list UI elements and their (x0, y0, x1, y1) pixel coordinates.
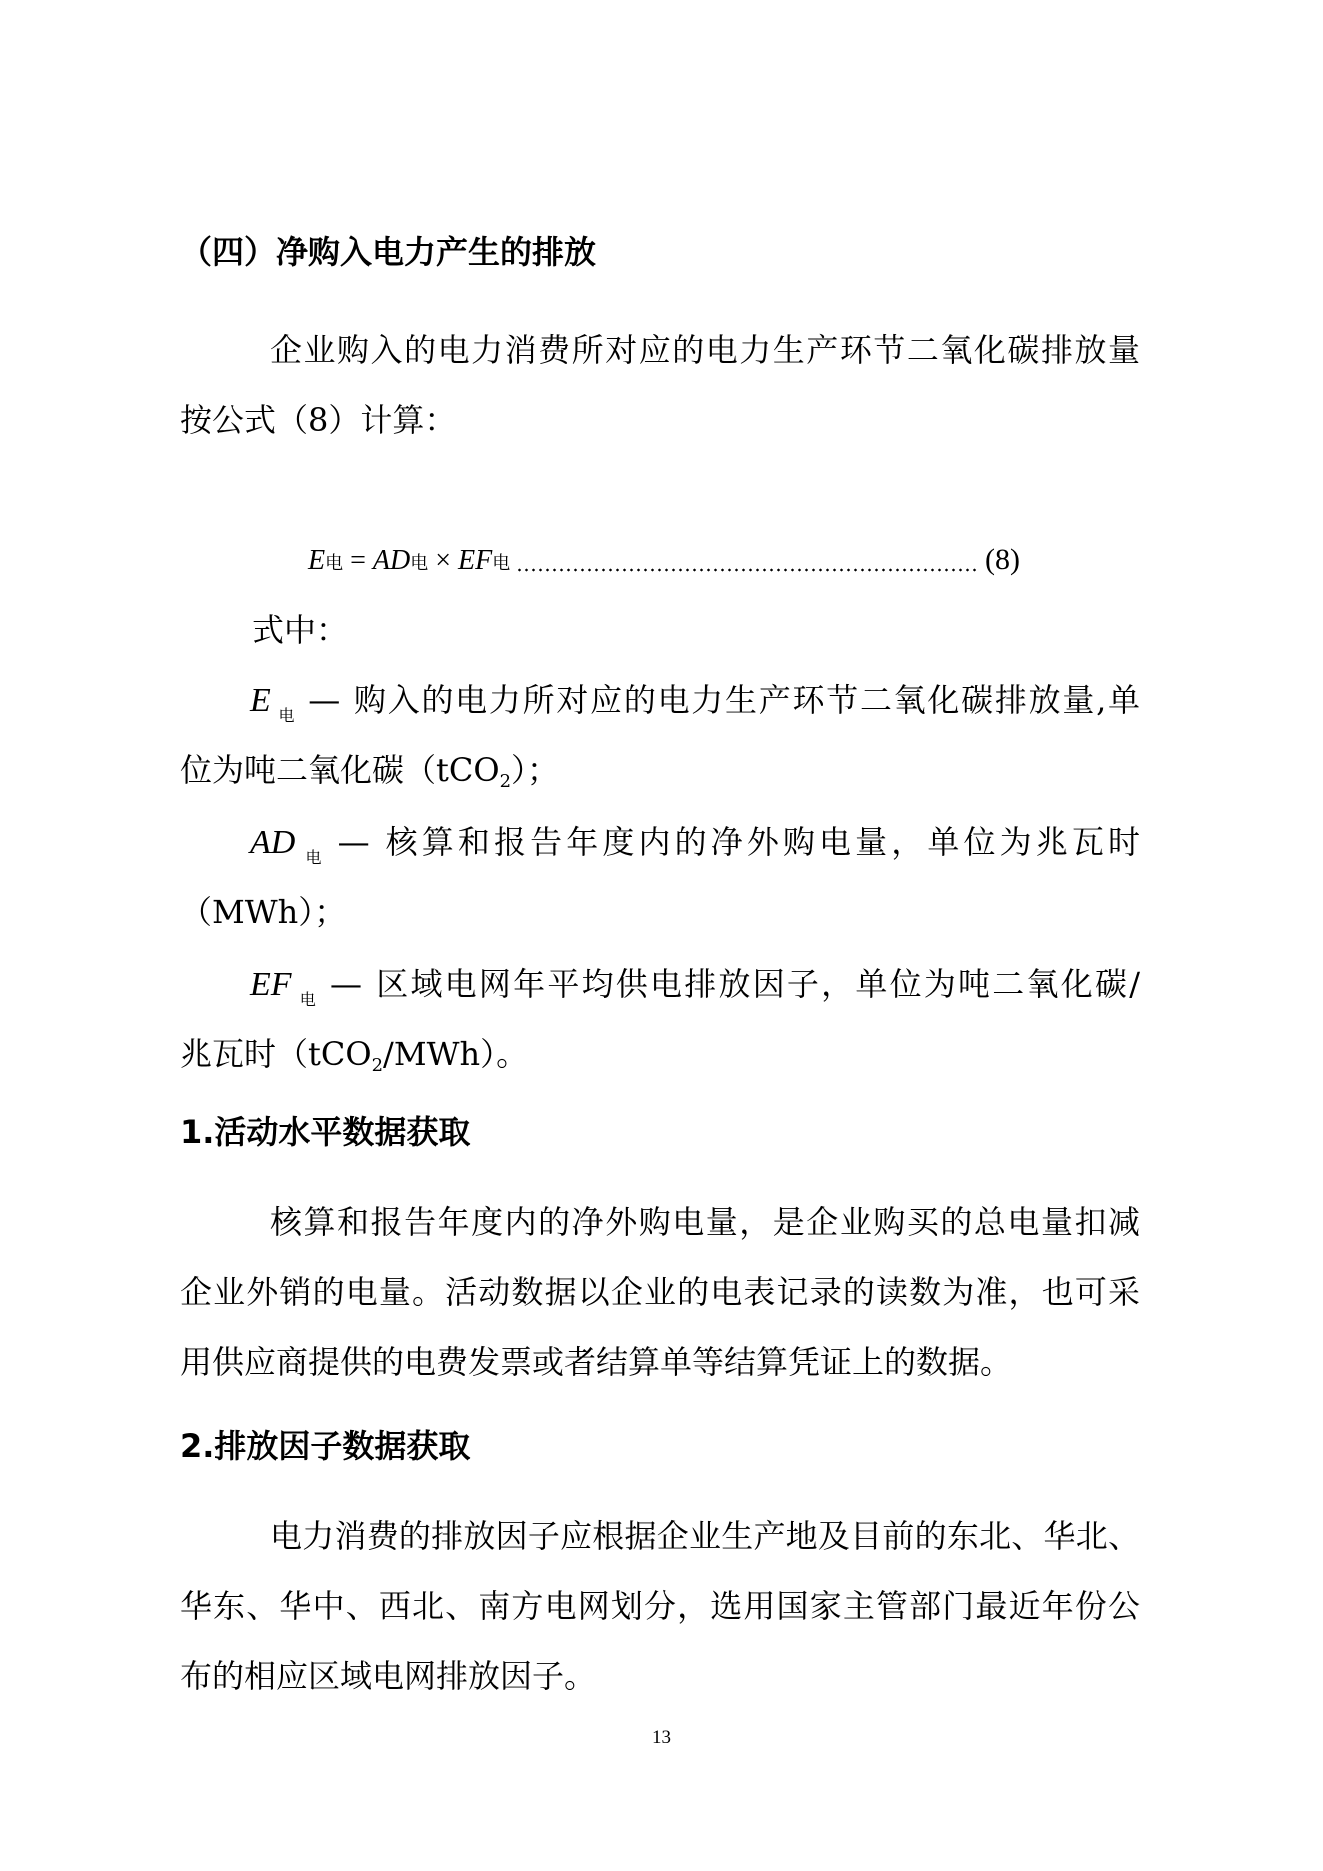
def-ef-unit-pre: 兆瓦时（tCO (180, 1035, 372, 1073)
def-ef-var: EF (250, 966, 292, 1003)
intro-line-1: 企业购入的电力消费所对应的电力生产环节二氧化碳排放量 (270, 331, 1140, 369)
formula-leader-dots (516, 568, 979, 572)
def-ad-text: 核算和报告年度内的净外购电量，单位为兆瓦时 (381, 823, 1140, 861)
formula-ad-sub: 电 (410, 553, 429, 573)
subsection-1-heading: 1.活动水平数据获取 (180, 1113, 471, 1151)
formula-times: × (428, 545, 459, 576)
def-ad-sub: 电 (301, 848, 326, 867)
subsection-2-heading: 2.排放因子数据获取 (180, 1427, 471, 1465)
sub1-line-3: 用供应商提供的电费发票或者结算单等结算凭证上的数据。 (180, 1343, 1013, 1381)
section-heading: （四）净购入电力产生的排放 (180, 233, 597, 271)
def-ef-line-1 (250, 964, 1140, 1020)
def-ad-dash: — (337, 823, 370, 861)
def-e-unit-pre: 位为吨二氧化碳（tCO (180, 751, 500, 789)
sub1-line-1: 核算和报告年度内的净外购电量，是企业购买的总电量扣减 (270, 1203, 1140, 1241)
def-e-sub: 电 (276, 706, 297, 725)
def-e-unit-post: ）； (511, 751, 560, 789)
def-ef-sub: 电 (297, 990, 318, 1009)
formula-ef-var: EF (458, 545, 493, 576)
def-ad-line-2: （MWh）； (180, 893, 347, 931)
formula-ef-sub: 电 (492, 553, 511, 573)
def-ad-var: AD (250, 824, 296, 861)
formula-equals: = (343, 545, 373, 576)
formula-8 (308, 540, 1020, 580)
sub2-line-2: 华东、华中、西北、南方电网划分，选用国家主管部门最近年份公 (180, 1587, 1140, 1625)
def-ef-text: 区域电网年平均供电排放因子，单位为吨二氧化碳/ (374, 965, 1140, 1003)
def-ef-unit-post: /MWh）。 (383, 1035, 529, 1073)
formula-e-var: E (308, 545, 326, 576)
def-ef-unit-sub: 2 (371, 1055, 384, 1076)
def-ad-line-1 (250, 822, 1140, 878)
def-e-unit-sub: 2 (499, 771, 512, 792)
intro-line-2: 按公式（8）计算： (180, 401, 457, 439)
def-e-dash: — (308, 681, 341, 719)
def-e-line-1 (250, 680, 1140, 736)
def-e-text: 购入的电力所对应的电力生产环节二氧化碳排放量,单 (352, 681, 1140, 719)
def-ef-line-2 (180, 1034, 1140, 1086)
formula-e-sub: 电 (325, 553, 344, 573)
where-label: 式中： (252, 611, 349, 649)
page-number: 13 (652, 1727, 671, 1748)
formula-number: (8) (985, 543, 1020, 576)
formula-ad-var: AD (372, 545, 411, 576)
def-e-line-2 (180, 750, 1140, 802)
sub2-line-1: 电力消费的排放因子应根据企业生产地及目前的东北、华北、 (270, 1517, 1140, 1555)
sub1-line-2: 企业外销的电量。活动数据以企业的电表记录的读数为准，也可采 (180, 1273, 1140, 1311)
def-e-var: E (250, 682, 271, 719)
def-ef-dash: — (330, 965, 362, 1003)
sub2-line-3: 布的相应区域电网排放因子。 (180, 1657, 597, 1695)
